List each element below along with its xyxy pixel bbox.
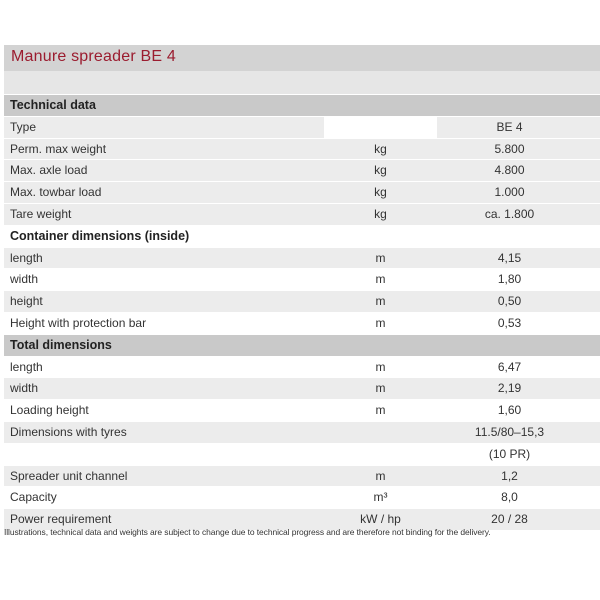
table-row-total-width [4, 377, 600, 399]
row-label: Spreader unit channel [10, 468, 128, 483]
table-row-total-length [4, 356, 600, 378]
section-header-technical [4, 94, 600, 116]
row-value: 1,2 [501, 468, 518, 483]
row-unit: kg [374, 163, 387, 178]
row-label: Max. towbar load [10, 185, 102, 200]
row-value: 1,60 [497, 403, 522, 418]
row-value: 1,80 [497, 272, 522, 287]
row-label: Height with protection bar [10, 315, 147, 330]
table-row-max-axle-load [4, 159, 600, 181]
row-value: BE 4 [496, 119, 523, 134]
section-header-container [4, 225, 600, 247]
table-row-container-width [4, 268, 600, 290]
row-value: 4.800 [494, 163, 525, 178]
row-unit: m [375, 359, 386, 374]
row-label: width [10, 272, 39, 287]
table-row-container-length [4, 247, 600, 269]
row-value: 20 / 28 [491, 512, 528, 527]
row-unit [324, 117, 437, 138]
table-row-max-towbar-load [4, 181, 600, 203]
row-value: (10 PR) [488, 446, 531, 461]
table-row-tare-weight [4, 203, 600, 225]
table-row-container-height-bar [4, 312, 600, 334]
row-unit: m [375, 381, 386, 396]
row-label: height [10, 294, 43, 309]
table-row-spreader-channel [4, 465, 600, 487]
row-value: 2,19 [497, 381, 522, 396]
row-label: Max. axle load [10, 163, 88, 178]
row-unit [324, 444, 437, 465]
row-unit: m [375, 294, 386, 309]
row-label: Type [10, 119, 37, 134]
section-label: Technical data [10, 98, 96, 112]
table-row-dimensions-tyres [4, 421, 600, 443]
row-value: ca. 1.800 [484, 206, 535, 221]
row-unit: kW / hp [360, 512, 401, 527]
row-label: Loading height [10, 403, 89, 418]
row-unit: m³ [373, 490, 388, 505]
row-unit: kg [374, 185, 387, 200]
row-value: 4,15 [497, 250, 522, 265]
row-label: length [10, 359, 43, 374]
row-label: width [10, 381, 39, 396]
row-unit: kg [374, 206, 387, 221]
table-row-capacity [4, 486, 600, 508]
row-value: 0,53 [497, 315, 522, 330]
row-value: 1.000 [494, 185, 525, 200]
table-row-type [4, 116, 600, 138]
row-label: Power requirement [10, 512, 112, 527]
table-row-tyres-ply-rating [4, 443, 600, 465]
row-unit [324, 422, 437, 443]
row-unit: m [375, 315, 386, 330]
table-row-perm-max-weight [4, 138, 600, 160]
row-label: Tare weight [10, 206, 72, 221]
row-value: 6,47 [497, 359, 522, 374]
row-unit: m [375, 468, 386, 483]
row-label: length [10, 250, 43, 265]
page-title: Manure spreader BE 4 [11, 48, 176, 65]
row-unit: m [375, 403, 386, 418]
section-label: Container dimensions (inside) [10, 228, 190, 243]
title-spacer-band [4, 71, 600, 94]
row-unit: m [375, 250, 386, 265]
row-value: 8,0 [501, 490, 518, 505]
section-header-total [4, 334, 600, 356]
row-unit: m [375, 272, 386, 287]
title-bar [4, 45, 600, 71]
disclaimer-footnote: Illustrations, technical data and weights are subject to change due to technical progress and are therefore not binding for the delivery. [4, 527, 491, 537]
row-label: Dimensions with tyres [10, 424, 127, 439]
row-value: 11.5/80–15,3 [474, 424, 545, 439]
table-row-container-height [4, 290, 600, 312]
row-value: 5.800 [494, 141, 525, 156]
spec-table [4, 94, 600, 530]
row-label: Perm. max weight [10, 141, 107, 156]
row-label: Capacity [10, 490, 57, 505]
table-row-loading-height [4, 399, 600, 421]
row-value: 0,50 [497, 294, 522, 309]
row-unit: kg [374, 141, 387, 156]
section-label: Total dimensions [10, 337, 112, 352]
